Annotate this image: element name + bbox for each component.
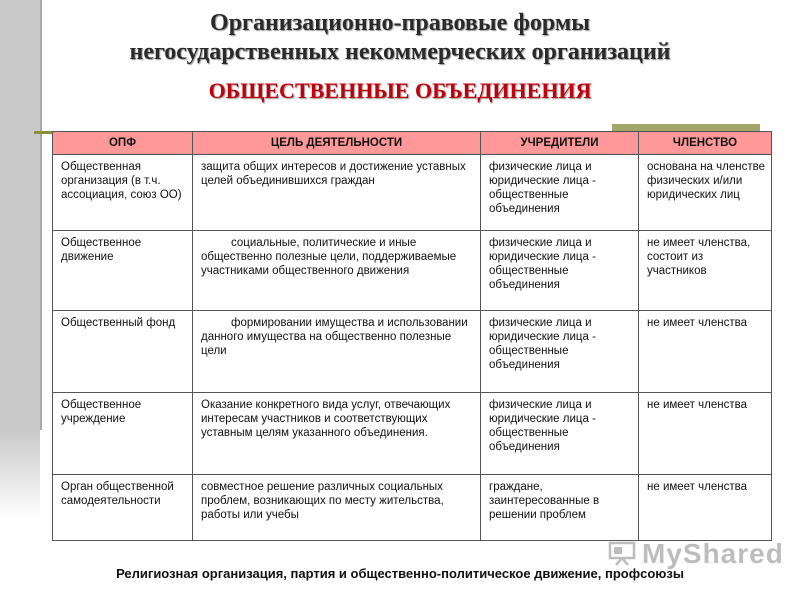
cell-goal: защита общих интересов и достижение уставных целей объединившихся граждан bbox=[193, 155, 481, 231]
table-header-row bbox=[53, 132, 772, 155]
cell-founders: физические лица и юридические лица - общественные объединения bbox=[481, 231, 639, 311]
cell-goal: совместное решение различных социальных проблем, возникающих по месту жительства, работы или учебы bbox=[193, 475, 481, 541]
cell-membership: не имеет членства, состоит из участников bbox=[639, 231, 772, 311]
column-header-opf: ОПФ bbox=[53, 132, 193, 155]
page-title-line-1: Организационно-правовые формы bbox=[210, 10, 590, 36]
cell-opf: Общественный фонд bbox=[53, 311, 193, 393]
cell-founders: физические лица и юридические лица - общественные объединения bbox=[481, 393, 639, 475]
cell-founders: граждане, заинтересованные в решении проблем bbox=[481, 475, 639, 541]
presentation-board-icon bbox=[608, 540, 636, 566]
cell-opf: Орган общественной самодеятельности bbox=[53, 475, 193, 541]
cell-membership: не имеет членства bbox=[639, 393, 772, 475]
table-row bbox=[53, 231, 772, 311]
cell-membership: основана на членстве физических и/или юридических лиц bbox=[639, 155, 772, 231]
cell-opf: Общественная организация (в т.ч. ассоциация, союз ОО) bbox=[53, 155, 193, 231]
cell-founders: физические лица и юридические лица - общественные объединения bbox=[481, 155, 639, 231]
cell-opf: Общественное учреждение bbox=[53, 393, 193, 475]
cell-membership: не имеет членства bbox=[639, 475, 772, 541]
opf-table bbox=[52, 131, 772, 541]
column-header-membership: ЧЛЕНСТВО bbox=[639, 132, 772, 155]
watermark-text: MyShared bbox=[642, 538, 784, 569]
footer-note: Религиозная организация, партия и общественно-политическое движение, профсоюзы bbox=[116, 566, 684, 581]
cell-goal: формировании имущества и использовании данного имущества на общественно полезные цели bbox=[193, 311, 481, 393]
page-title-line-2: негосударственных некоммерческих организаций bbox=[129, 39, 671, 65]
cell-goal: Оказание конкретного вида услуг, отвечающих интересам участников и соответствующих уставным целям указанного объединения. bbox=[193, 393, 481, 475]
cell-founders: физические лица и юридические лица - общественные объединения bbox=[481, 311, 639, 393]
column-header-goal: ЦЕЛЬ ДЕЯТЕЛЬНОСТИ bbox=[193, 132, 481, 155]
decorative-side-bar-fade bbox=[0, 430, 40, 520]
table-row bbox=[53, 311, 772, 393]
table-row bbox=[53, 475, 772, 541]
page-subtitle: ОБЩЕСТВЕННЫЕ ОБЪЕДИНЕНИЯ bbox=[208, 78, 592, 103]
table-row bbox=[53, 393, 772, 475]
cell-goal: социальные, политические и иные общественно полезные цели, поддерживаемые участниками общественного движения bbox=[193, 231, 481, 311]
cell-opf: Общественное движение bbox=[53, 231, 193, 311]
cell-membership: не имеет членства bbox=[639, 311, 772, 393]
table-row bbox=[53, 155, 772, 231]
column-header-founders: УЧРЕДИТЕЛИ bbox=[481, 132, 639, 155]
